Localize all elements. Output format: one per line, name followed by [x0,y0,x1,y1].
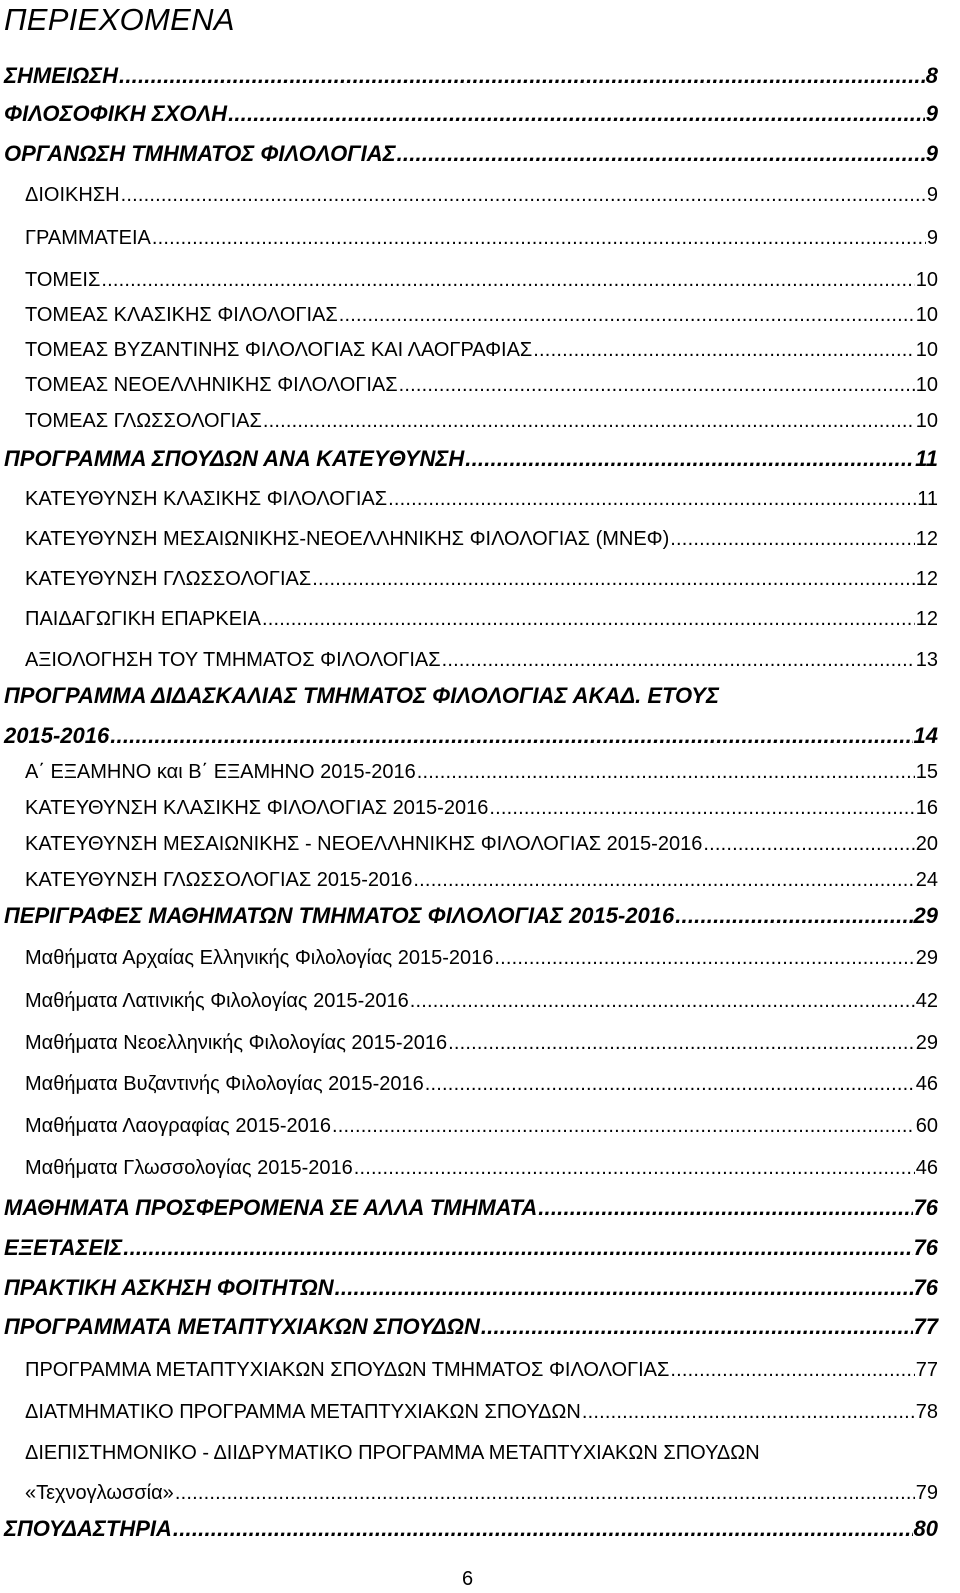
toc-leader [533,338,914,362]
toc-leader [263,409,915,433]
toc-leader [110,724,912,748]
toc-entry[interactable] [25,1072,938,1096]
toc-leader [228,102,925,126]
toc-entry-page: 77 [913,1314,938,1339]
toc-entry[interactable] [4,1315,938,1339]
toc-entry[interactable] [4,64,938,88]
toc-entry-title: ΤΟΜΕΑΣ ΓΛΩΣΣΟΛΟΓΙΑΣ [25,410,262,432]
toc-leader [670,527,914,551]
toc-leader [173,1517,913,1541]
toc-leader [262,607,915,631]
toc-leader [339,303,915,327]
toc-entry-title: ΤΟΜΕΙΣ [25,269,101,291]
toc-leader [397,142,925,166]
toc-entry-continuation: «Τεχνογλωσσία» [25,1482,174,1504]
toc-entry-title: Α΄ ΕΞΑΜΗΝΟ και Β΄ ΕΞΑΜΗΝΟ 2015-2016 [25,761,416,783]
toc-leader [442,648,915,672]
toc-entry-page: 10 [915,339,938,361]
toc-entry-page: 12 [915,608,938,630]
toc-leader [494,946,914,970]
toc-entry-page: 11 [915,446,938,471]
toc-entry-page: 11 [917,488,938,510]
toc-leader [703,832,914,856]
toc-leader [582,1400,915,1424]
toc-entry[interactable] [25,1358,938,1382]
toc-entry-page: 80 [913,1516,938,1541]
toc-entry[interactable] [4,1276,938,1300]
toc-leader [448,1031,915,1055]
toc-entry-page: 14 [913,723,938,748]
toc-entry-title: ΦΙΛΟΣΟΦΙΚΗ ΣΧΟΛΗ [4,101,228,126]
toc-entry[interactable] [25,373,938,397]
toc-leader [123,1236,912,1260]
toc-entry[interactable] [4,1196,938,1220]
toc-entry-title[interactable]: ΠΡΟΓΡΑΜΜΑ ΔΙΔΑΣΚΑΛΙΑΣ ΤΜΗΜΑΤΟΣ ΦΙΛΟΛΟΓΙΑΣ ΑΚΑΔ. ΕΤΟΥΣ [4,683,719,708]
toc-entry-title: ΤΟΜΕΑΣ ΒΥΖΑΝΤΙΝΗΣ ΦΙΛΟΛΟΓΙΑΣ ΚΑΙ ΛΑΟΓΡΑΦΙΑΣ [25,339,533,361]
toc-entry-page: 42 [915,990,938,1012]
toc-leader [399,373,915,397]
toc-entry-title[interactable]: ΔΙΕΠΙΣΤΗΜΟΝΙΚΟ - ΔΙΙΔΡΥΜΑΤΙΚΟ ΠΡΟΓΡΑΜΜΑ ΜΕΤΑΠΤΥΧΙΑΚΩΝ ΣΠΟΥΔΩΝ [25,1442,760,1464]
toc-entry[interactable] [25,567,938,591]
page-title: ΠΕΡΙΕΧΟΜΕΝΑ [4,2,235,37]
toc-leader [481,1315,913,1339]
toc-entry[interactable] [4,447,938,471]
toc-entry-page: 77 [915,1359,938,1381]
toc-entry[interactable] [25,303,938,327]
toc-entry[interactable] [25,760,938,784]
toc-leader [413,868,914,892]
toc-entry-title: ΠΡΟΓΡΑΜΜΑΤΑ ΜΕΤΑΠΤΥΧΙΑΚΩΝ ΣΠΟΥΔΩΝ [4,1314,480,1339]
toc-entry[interactable] [25,648,938,672]
toc-entry-page: 10 [915,269,938,291]
toc-entry-page: 29 [915,947,938,969]
toc-entry[interactable] [4,102,938,126]
toc-entry-page: 16 [915,797,938,819]
toc-leader [465,447,914,471]
toc-entry-page: 15 [915,761,938,783]
toc-entry-title: ΣΠΟΥΔΑΣΤΗΡΙΑ [4,1516,172,1541]
toc-leader [332,1114,915,1138]
toc-entry[interactable] [25,946,938,970]
toc-entry[interactable] [25,268,938,292]
toc-entry-title: Μαθήματα Λαογραφίας 2015-2016 [25,1115,331,1137]
toc-entry-title: ΓΡΑΜΜΑΤΕΙΑ [25,227,151,249]
toc-entry-title: ΠΑΙΔΑΓΩΓΙΚΗ ΕΠΑΡΚΕΙΑ [25,608,261,630]
toc-entry-continuation: 2015-2016 [4,723,110,748]
toc-entry[interactable] [25,409,938,433]
toc-entry-title: ΠΡΟΓΡΑΜΜΑ ΜΕΤΑΠΤΥΧΙΑΚΩΝ ΣΠΟΥΔΩΝ ΤΜΗΜΑΤΟΣ ΦΙΛΟΛΟΓΙΑΣ [25,1359,670,1381]
toc-entry-title: Μαθήματα Αρχαίας Ελληνικής Φιλολογίας 2015-2016 [25,947,494,969]
toc-leader [101,268,914,292]
toc-entry[interactable] [4,142,938,166]
toc-entry-page: 8 [925,63,938,88]
toc-leader [335,1276,913,1300]
toc-entry-title: Μαθήματα Νεοελληνικής Φιλολογίας 2015-2016 [25,1032,448,1054]
toc-entry-title: ΤΟΜΕΑΣ ΝΕΟΕΛΛΗΝΙΚΗΣ ΦΙΛΟΛΟΓΙΑΣ [25,374,398,396]
toc-entry-page: 9 [926,184,938,206]
toc-leader [489,796,914,820]
toc-entry-title: Μαθήματα Βυζαντινής Φιλολογίας 2015-2016 [25,1073,424,1095]
toc-entry[interactable] [25,607,938,631]
toc-entry-page: 13 [915,649,938,671]
toc-entry-title: ΕΞΕΤΑΣΕΙΣ [4,1235,123,1260]
toc-entry-page: 76 [913,1195,938,1220]
toc-entry[interactable] [4,1236,938,1260]
toc-entry[interactable] [25,796,938,820]
toc-entry[interactable] [25,226,938,250]
toc-entry-title: ΠΕΡΙΓΡΑΦΕΣ ΜΑΘΗΜΑΤΩΝ ΤΜΗΜΑΤΟΣ ΦΙΛΟΛΟΓΙΑΣ 2015-2016 [4,903,675,928]
toc-entry-title: ΚΑΤΕΥΘΥΝΣΗ ΓΛΩΣΣΟΛΟΓΙΑΣ [25,568,312,590]
toc-entry[interactable] [25,527,938,551]
toc-entry-title: ΚΑΤΕΥΘΥΝΣΗ ΜΕΣΑΙΩΝΙΚΗΣ-ΝΕΟΕΛΛΗΝΙΚΗΣ ΦΙΛΟΛΟΓΙΑΣ (ΜΝΕΦ) [25,528,670,550]
toc-entry-title: Μαθήματα Λατινικής Φιλολογίας 2015-2016 [25,990,409,1012]
toc-entry-title: ΠΡΑΚΤΙΚΗ ΑΣΚΗΣΗ ΦΟΙΤΗΤΩΝ [4,1275,334,1300]
toc-entry-page: 12 [915,568,938,590]
page-number: 6 [462,1568,474,1590]
toc-entry-page: 78 [915,1401,938,1423]
toc-leader [312,567,915,591]
toc-entry-page: 76 [913,1275,938,1300]
toc-entry[interactable] [25,487,938,511]
toc-leader [354,1156,915,1180]
toc-entry-title: ΚΑΤΕΥΘΥΝΣΗ ΓΛΩΣΣΟΛΟΓΙΑΣ 2015-2016 [25,869,413,891]
toc-entry-page: 76 [913,1235,938,1260]
toc-entry[interactable] [4,904,938,928]
toc-entry[interactable] [4,1517,938,1541]
toc-entry[interactable] [25,868,938,892]
toc-entry-page: 9 [925,141,938,166]
toc-entry-title: Μαθήματα Γλωσσολογίας 2015-2016 [25,1157,353,1179]
toc-leader [538,1196,912,1220]
toc-entry-title: ΚΑΤΕΥΘΥΝΣΗ ΜΕΣΑΙΩΝΙΚΗΣ - ΝΕΟΕΛΛΗΝΙΚΗΣ ΦΙΛΟΛΟΓΙΑΣ 2015-2016 [25,833,703,855]
toc-entry-page: 12 [915,528,938,550]
toc-entry-title: ΤΟΜΕΑΣ ΚΛΑΣΙΚΗΣ ΦΙΛΟΛΟΓΙΑΣ [25,304,338,326]
toc-leader [425,1072,915,1096]
toc-entry-page: 46 [915,1157,938,1179]
toc-leader [675,904,912,928]
toc-entry-title: ΔΙΑΤΜΗΜΑΤΙΚΟ ΠΡΟΓΡΑΜΜΑ ΜΕΤΑΠΤΥΧΙΑΚΩΝ ΣΠΟΥΔΩΝ [25,1401,581,1423]
toc-leader [152,226,926,250]
toc-entry-page: 29 [915,1032,938,1054]
toc-entry-page: 9 [926,227,938,249]
toc-leader [410,989,915,1013]
toc-entry-title: ΑΞΙΟΛΟΓΗΣΗ ΤΟΥ ΤΜΗΜΑΤΟΣ ΦΙΛΟΛΟΓΙΑΣ [25,649,441,671]
toc-entry[interactable] [25,1114,938,1138]
toc-entry-title: ΟΡΓΑΝΩΣΗ ΤΜΗΜΑΤΟΣ ΦΙΛΟΛΟΓΙΑΣ [4,141,396,166]
toc-entry[interactable] [25,832,938,856]
toc-entry-title: ΔΙΟΙΚΗΣΗ [25,184,120,206]
toc-entry-title: ΚΑΤΕΥΘΥΝΣΗ ΚΛΑΣΙΚΗΣ ΦΙΛΟΛΟΓΙΑΣ 2015-2016 [25,797,489,819]
toc-leader [121,183,926,207]
toc-entry-page: 46 [915,1073,938,1095]
toc-leader [417,760,915,784]
toc-entry-title: ΠΡΟΓΡΑΜΜΑ ΣΠΟΥΔΩΝ ΑΝΑ ΚΑΤΕΥΘΥΝΣΗ [4,446,465,471]
toc-entry-title: ΚΑΤΕΥΘΥΝΣΗ ΚΛΑΣΙΚΗΣ ΦΙΛΟΛΟΓΙΑΣ [25,488,388,510]
toc-leader [175,1481,915,1505]
toc-entry-page: 10 [915,410,938,432]
toc-entry-page: 79 [915,1482,938,1504]
toc-entry-title: ΣΗΜΕΙΩΣΗ [4,63,119,88]
toc-entry[interactable] [25,989,938,1013]
toc-entry-page: 24 [915,869,938,891]
toc-entry[interactable] [25,338,938,362]
toc-entry-page: 10 [915,304,938,326]
toc-entry-title: ΜΑΘΗΜΑΤΑ ΠΡΟΣΦΕΡΟΜΕΝΑ ΣΕ ΑΛΛΑ ΤΜΗΜΑΤΑ [4,1195,538,1220]
toc-entry[interactable] [4,724,938,748]
toc-entry-page: 20 [915,833,938,855]
toc-entry[interactable] [25,1481,938,1505]
toc-entry[interactable] [25,1031,938,1055]
toc-entry[interactable] [25,1400,938,1424]
toc-entry[interactable] [25,183,938,207]
toc-entry-page: 10 [915,374,938,396]
toc-entry-page: 9 [925,101,938,126]
toc-leader [119,64,925,88]
toc-entry-page: 60 [915,1115,938,1137]
toc-leader [388,487,916,511]
toc-entry[interactable] [25,1156,938,1180]
toc-leader [670,1358,914,1382]
toc-entry-page: 29 [913,903,938,928]
